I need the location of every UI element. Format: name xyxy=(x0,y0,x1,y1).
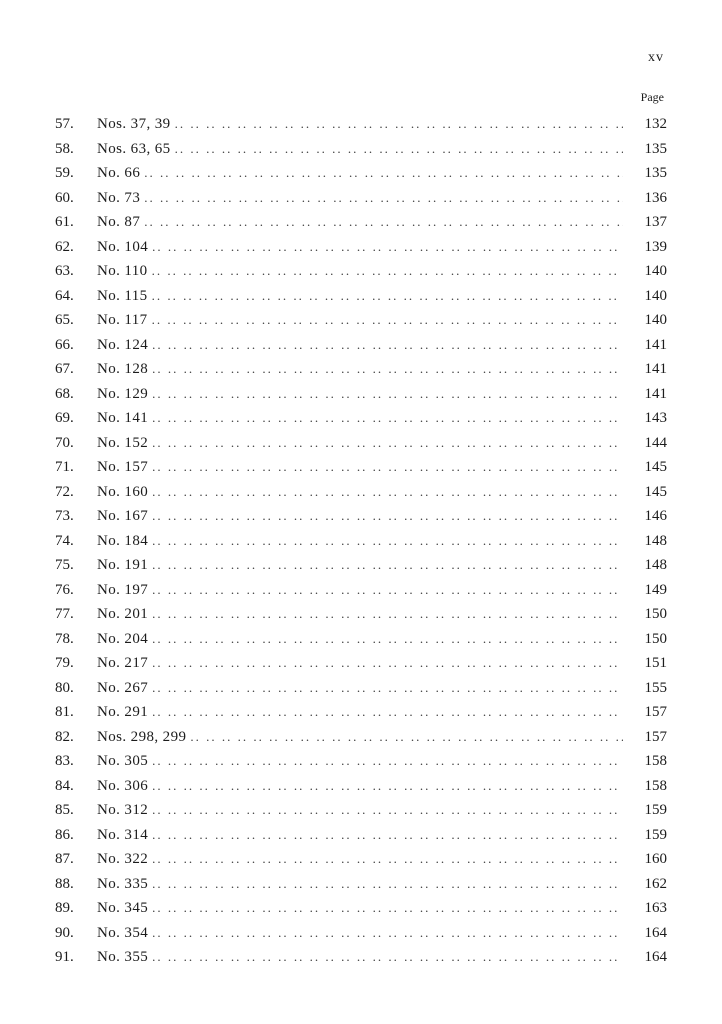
entry-label: No. 335 xyxy=(97,875,149,892)
contents-entry xyxy=(55,725,667,750)
contents-entry xyxy=(55,553,667,578)
entry-page-number: 148 xyxy=(644,557,667,573)
contents-entry xyxy=(55,308,667,333)
entry-page-number: 144 xyxy=(644,434,667,451)
entry-label: No. 87 xyxy=(97,214,141,230)
entry-number: 62. xyxy=(55,238,74,255)
entry-page-number: 145 xyxy=(644,483,667,500)
contents-entry xyxy=(55,357,667,382)
entry-label: Nos. 298, 299 xyxy=(97,728,187,745)
entry-page-number: 137 xyxy=(644,214,667,230)
entry-label: No. 128 xyxy=(97,361,149,377)
dot-leader xyxy=(152,774,623,799)
contents-entry xyxy=(55,896,667,921)
entry-number: 88. xyxy=(55,875,74,892)
entry-label: No. 291 xyxy=(97,704,149,720)
contents-entry xyxy=(55,480,667,505)
entry-label: No. 197 xyxy=(97,581,149,598)
contents-entry xyxy=(55,700,667,725)
entry-page-number: 135 xyxy=(644,165,667,181)
entry-page-number: 141 xyxy=(644,336,667,353)
entry-page-number: 140 xyxy=(644,263,667,279)
entry-label: No. 217 xyxy=(97,655,149,671)
dot-leader xyxy=(152,406,623,431)
entry-number: 82. xyxy=(55,728,74,745)
entry-number: 86. xyxy=(55,826,74,843)
entry-page-number: 141 xyxy=(644,385,667,402)
dot-leader xyxy=(152,529,623,554)
entry-page-number: 162 xyxy=(644,875,667,892)
entry-label: No. 204 xyxy=(97,630,149,647)
entry-number: 89. xyxy=(55,900,74,916)
entry-label: No. 160 xyxy=(97,483,149,500)
entry-page-number: 150 xyxy=(644,606,667,622)
entry-number: 58. xyxy=(55,140,74,157)
entry-number: 74. xyxy=(55,532,74,549)
dot-leader xyxy=(152,431,623,456)
entry-page-number: 139 xyxy=(644,238,667,255)
contents-entry xyxy=(55,504,667,529)
entry-number: 68. xyxy=(55,385,74,402)
entry-label: No. 345 xyxy=(97,900,149,916)
entry-number: 80. xyxy=(55,679,74,696)
contents-entry xyxy=(55,186,667,211)
contents-entry xyxy=(55,872,667,897)
entry-page-number: 158 xyxy=(644,753,667,769)
entry-page-number: 155 xyxy=(644,679,667,696)
dot-leader xyxy=(152,700,623,725)
dot-leader xyxy=(152,259,623,284)
entry-label: No. 115 xyxy=(97,287,148,304)
entry-label: No. 129 xyxy=(97,385,149,402)
dot-leader xyxy=(152,945,623,970)
entry-number: 85. xyxy=(55,802,74,818)
contents-entry xyxy=(55,455,667,480)
entry-page-number: 164 xyxy=(644,949,667,965)
dot-leader xyxy=(152,578,623,603)
entry-label: No. 267 xyxy=(97,679,149,696)
entry-page-number: 160 xyxy=(644,851,667,867)
entry-number: 77. xyxy=(55,606,74,622)
entry-number: 71. xyxy=(55,459,74,475)
entry-label: No. 306 xyxy=(97,777,149,794)
entry-label: No. 157 xyxy=(97,459,149,475)
page-number: xv xyxy=(648,50,664,65)
contents-entry xyxy=(55,945,667,970)
entry-page-number: 140 xyxy=(644,287,667,304)
entry-label: No. 73 xyxy=(97,189,141,206)
entry-page-number: 135 xyxy=(644,140,667,157)
dot-leader xyxy=(152,333,623,358)
contents-entry xyxy=(55,259,667,284)
entry-label: No. 141 xyxy=(97,410,149,426)
entry-page-number: 143 xyxy=(644,410,667,426)
contents-entry xyxy=(55,578,667,603)
entry-page-number: 148 xyxy=(644,532,667,549)
entry-page-number: 145 xyxy=(644,459,667,475)
entry-page-number: 146 xyxy=(644,508,667,524)
entry-label: No. 314 xyxy=(97,826,149,843)
contents-entry xyxy=(55,431,667,456)
dot-leader xyxy=(152,823,623,848)
contents-entry xyxy=(55,333,667,358)
entry-page-number: 136 xyxy=(644,189,667,206)
dot-leader xyxy=(152,235,623,260)
dot-leader xyxy=(152,455,623,480)
entry-page-number: 141 xyxy=(644,361,667,377)
dot-leader xyxy=(144,161,623,186)
contents-entry xyxy=(55,774,667,799)
entry-number: 60. xyxy=(55,189,74,206)
entry-number: 57. xyxy=(55,116,74,132)
entry-label: No. 104 xyxy=(97,238,149,255)
entry-label: No. 184 xyxy=(97,532,149,549)
contents-entry xyxy=(55,847,667,872)
entry-number: 79. xyxy=(55,655,74,671)
entry-label: No. 322 xyxy=(97,851,149,867)
dot-leader xyxy=(152,921,623,946)
dot-leader xyxy=(152,602,623,627)
contents-entry xyxy=(55,210,667,235)
dot-leader xyxy=(152,357,623,382)
entry-label: No. 66 xyxy=(97,165,141,181)
entry-page-number: 140 xyxy=(644,312,667,328)
dot-leader xyxy=(152,896,623,921)
entry-page-number: 158 xyxy=(644,777,667,794)
dot-leader xyxy=(152,480,623,505)
dot-leader xyxy=(144,186,623,211)
dot-leader xyxy=(175,137,623,162)
entry-number: 91. xyxy=(55,949,74,965)
dot-leader xyxy=(152,382,623,407)
dot-leader xyxy=(152,847,623,872)
entry-label: No. 312 xyxy=(97,802,149,818)
entry-page-number: 149 xyxy=(644,581,667,598)
dot-leader xyxy=(190,725,623,750)
entry-number: 78. xyxy=(55,630,74,647)
entry-label: No. 305 xyxy=(97,753,149,769)
dot-leader xyxy=(152,553,623,578)
entry-page-number: 159 xyxy=(644,802,667,818)
dot-leader xyxy=(152,872,623,897)
contents-list xyxy=(55,112,667,970)
entry-label: No. 355 xyxy=(97,949,149,965)
dot-leader xyxy=(175,112,623,137)
entry-number: 64. xyxy=(55,287,74,304)
entry-number: 75. xyxy=(55,557,74,573)
entry-number: 61. xyxy=(55,214,74,230)
entry-number: 90. xyxy=(55,924,74,941)
contents-entry xyxy=(55,161,667,186)
contents-entry xyxy=(55,627,667,652)
contents-entry xyxy=(55,749,667,774)
entry-label: No. 201 xyxy=(97,606,149,622)
dot-leader xyxy=(152,798,623,823)
entry-number: 69. xyxy=(55,410,74,426)
entry-label: Nos. 63, 65 xyxy=(97,140,171,157)
contents-entry xyxy=(55,823,667,848)
entry-label: No. 167 xyxy=(97,508,149,524)
entry-number: 76. xyxy=(55,581,74,598)
entry-page-number: 132 xyxy=(644,116,667,132)
contents-entry xyxy=(55,602,667,627)
entry-label: No. 152 xyxy=(97,434,149,451)
dot-leader xyxy=(152,504,623,529)
entry-label: Nos. 37, 39 xyxy=(97,116,171,132)
entry-number: 83. xyxy=(55,753,74,769)
entry-number: 67. xyxy=(55,361,74,377)
entry-page-number: 150 xyxy=(644,630,667,647)
dot-leader xyxy=(152,676,623,701)
entry-number: 59. xyxy=(55,165,74,181)
entry-page-number: 157 xyxy=(644,704,667,720)
entry-number: 70. xyxy=(55,434,74,451)
entry-label: No. 124 xyxy=(97,336,149,353)
entry-label: No. 110 xyxy=(97,263,148,279)
contents-entry xyxy=(55,529,667,554)
entry-number: 63. xyxy=(55,263,74,279)
entry-page-number: 164 xyxy=(644,924,667,941)
entry-label: No. 191 xyxy=(97,557,149,573)
entry-label: No. 117 xyxy=(97,312,148,328)
entry-number: 73. xyxy=(55,508,74,524)
entry-number: 65. xyxy=(55,312,74,328)
dot-leader xyxy=(152,749,623,774)
dot-leader xyxy=(152,308,623,333)
page-column-header: Page xyxy=(640,90,664,104)
dot-leader xyxy=(152,284,623,309)
contents-entry xyxy=(55,406,667,431)
contents-entry xyxy=(55,137,667,162)
contents-entry xyxy=(55,112,667,137)
entry-page-number: 151 xyxy=(644,655,667,671)
dot-leader xyxy=(152,627,623,652)
dot-leader xyxy=(152,651,623,676)
entry-number: 72. xyxy=(55,483,74,500)
entry-page-number: 163 xyxy=(644,900,667,916)
contents-entry xyxy=(55,798,667,823)
contents-entry xyxy=(55,382,667,407)
contents-entry xyxy=(55,284,667,309)
entry-number: 81. xyxy=(55,704,74,720)
entry-page-number: 157 xyxy=(644,728,667,745)
contents-entry xyxy=(55,921,667,946)
entry-number: 84. xyxy=(55,777,74,794)
entry-number: 87. xyxy=(55,851,74,867)
entry-page-number: 159 xyxy=(644,826,667,843)
contents-entry xyxy=(55,676,667,701)
entry-label: No. 354 xyxy=(97,924,149,941)
contents-entry xyxy=(55,235,667,260)
entry-number: 66. xyxy=(55,336,74,353)
dot-leader xyxy=(144,210,623,235)
contents-entry xyxy=(55,651,667,676)
